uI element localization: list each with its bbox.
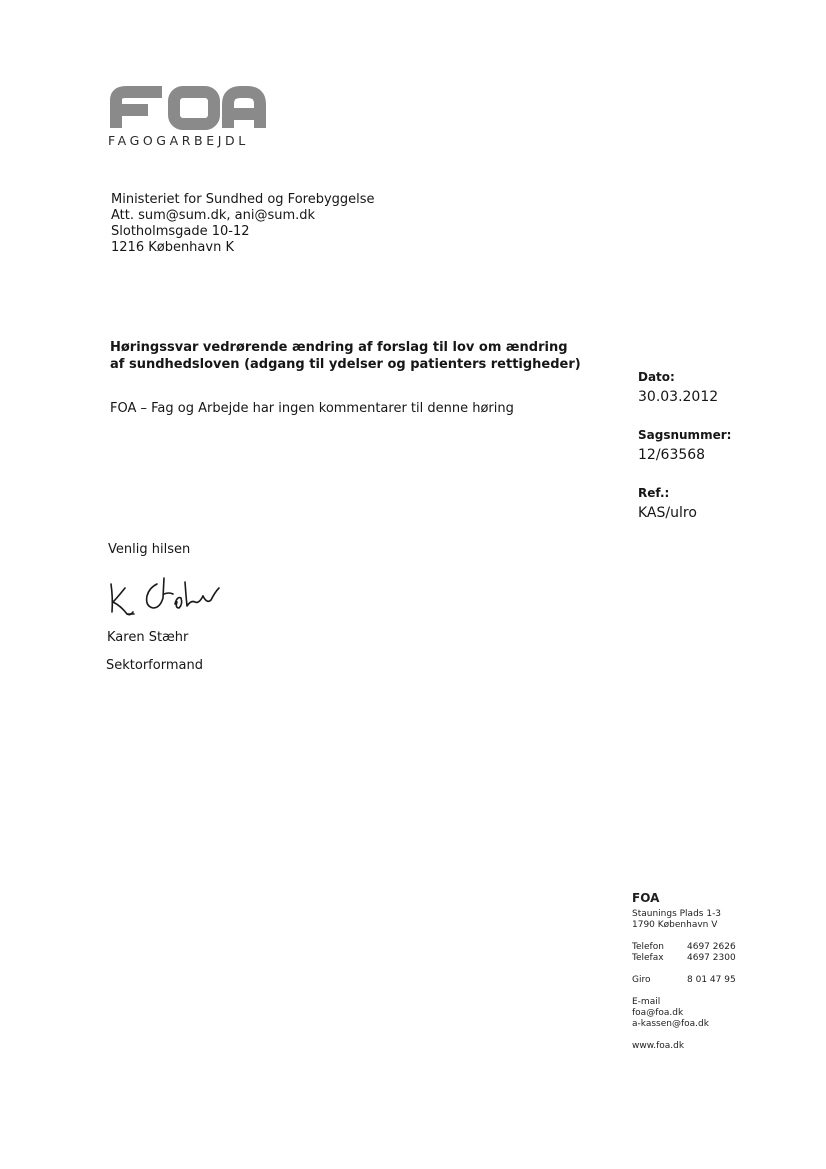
case-number-block <box>638 428 731 463</box>
fax-label: Telefax <box>632 953 664 963</box>
fax-value: 4697 2300 <box>687 953 736 963</box>
logo-tagline: FAGOGARBEJDL <box>108 133 249 148</box>
footer-address-line: Staunings Plads 1-3 <box>632 909 722 919</box>
footer-contact <box>632 893 736 1052</box>
handwritten-signature <box>103 570 233 624</box>
letter-subject <box>110 339 581 373</box>
foa-wordmark <box>104 80 272 130</box>
recipient-line: Att. sum@sum.dk, ani@sum.dk <box>111 208 316 223</box>
case-number-label: Sagsnummer: <box>638 428 732 442</box>
recipient-line: 1216 København K <box>111 240 234 255</box>
footer-giro-row <box>632 975 736 986</box>
case-number-value: 12/63568 <box>638 447 706 463</box>
reference-value: KAS/ulro <box>638 505 697 521</box>
phone-value: 4697 2626 <box>687 942 736 952</box>
email-address: foa@foa.dk <box>632 1008 684 1018</box>
subject-line-2: af sundhedsloven (adgang til ydelser og patienters rettigheder) <box>110 357 581 372</box>
phone-label: Telefon <box>632 942 664 952</box>
recipient-line: Slotholmsgade 10-12 <box>111 224 250 239</box>
footer-phone-row <box>632 942 736 953</box>
giro-value: 8 01 47 95 <box>687 975 736 985</box>
recipient-line: Ministeriet for Sundhed og Forebyggelse <box>111 192 375 207</box>
email-address: a-kassen@foa.dk <box>632 1019 709 1029</box>
reference-label: Ref.: <box>638 486 670 500</box>
foa-logo <box>104 80 272 148</box>
subject-line-1: Høringssvar vedrørende ændring af forslag til lov om ændring <box>110 340 568 355</box>
signatory-title: Sektorformand <box>106 658 203 673</box>
footer-fax-row <box>632 953 736 964</box>
letter-body: FOA – Fag og Arbejde har ingen kommentarer til denne høring <box>110 401 514 416</box>
closing-greeting: Venlig hilsen <box>108 542 191 557</box>
giro-label: Giro <box>632 975 651 985</box>
email-label: E-mail <box>632 997 661 1007</box>
footer-address-line: 1790 København V <box>632 920 718 930</box>
date-value: 30.03.2012 <box>638 389 719 405</box>
date-block <box>638 370 718 405</box>
recipient-address <box>111 192 375 256</box>
date-label: Dato: <box>638 370 675 384</box>
reference-block <box>638 486 697 521</box>
footer-org-name: FOA <box>632 891 660 905</box>
signatory-name: Karen Stæhr <box>107 630 189 645</box>
website: www.foa.dk <box>632 1041 685 1051</box>
